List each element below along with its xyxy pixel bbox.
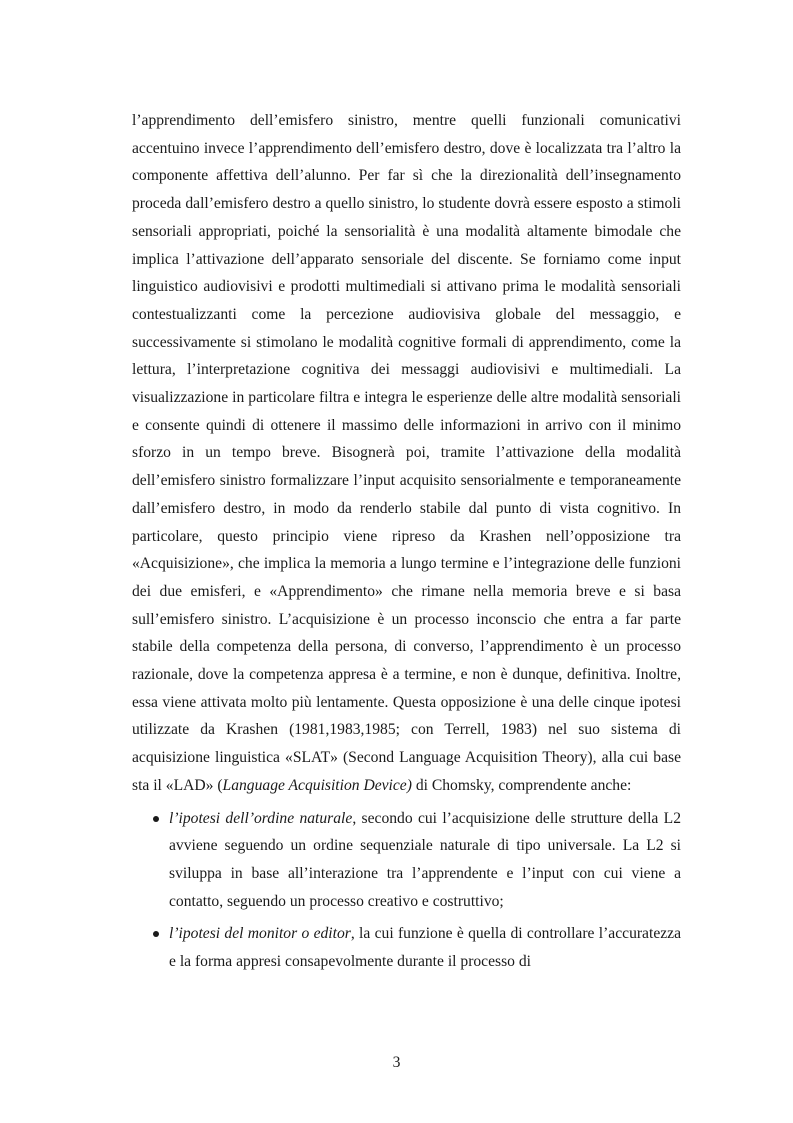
list-item-body: , secondo cui l’acquisizione delle strutture della L2 avviene seguendo un ordine sequenziale naturale di tipo universale. La L2 si sviluppa in base all’interazione tra l’apprendente e l’input con cui viene a contatto, seguendo un processo creativo e costruttivo; (169, 809, 681, 910)
list-item-term: l’ipotesi del monitor o editor (169, 925, 351, 943)
list-item-text (169, 920, 681, 975)
paragraph-italic-term: Language Acquisition Device) (222, 776, 412, 794)
list-item (132, 805, 681, 916)
bullet-icon (153, 816, 159, 822)
list-item-body: , la cui funzione è quella di controllare l’accuratezza e la forma appresi consapevolmente durante il processo di (169, 925, 681, 971)
main-paragraph (132, 107, 681, 800)
list-item-text (169, 805, 681, 916)
paragraph-text-end: di Chomsky, comprendente anche: (411, 776, 632, 794)
bullet-icon (153, 931, 159, 937)
list-item-term: l’ipotesi dell’ordine naturale (169, 809, 353, 827)
body-text (132, 107, 681, 976)
page-number: 3 (392, 1054, 401, 1071)
hypotheses-list (132, 805, 681, 976)
list-item (132, 920, 681, 975)
paragraph-text: l’apprendimento dell’emisfero sinistro, mentre quelli funzionali comunicativi accentuino invece l’apprendimento dell’emisfero destro, dove è localizzata tra l’altro la componente affettiva dell’alunno. Per far sì che la direzionalità dell’insegnamento proceda dall’emisfero destro a quello sinistro, lo studente dovrà essere esposto a stimoli sensoriali appropriati, poiché la sensorialità è una modalità altamente bimodale che implica l’attivazione dell’apparato sensoriale del discente. Se forniamo come input linguistico audiovisivi e prodotti multimediali si attivano prima le modalità sensoriali contestualizzanti come la percezione audiovisiva globale del messaggio, e successivamente si stimolano le modalità cognitive formali di apprendimento, come la lettura, l’interpretazione cognitiva dei messaggi audiovisivi e multimediali. La visualizzazione in particolare filtra e integra le esperienze delle altre modalità sensoriali e consente quindi di ottenere il massimo delle informazioni in arrivo con il minimo sforzo in un tempo breve. Bisognerà poi, tramite l’attivazione della modalità dell’emisfero sinistro formalizzare l’input acquisito sensorialmente e temporaneamente dall’emisfero destro, in modo da renderlo stabile dal punto di vista cognitivo. In particolare, questo principio viene ripreso da Krashen nell’opposizione tra «Acquisizione», che implica la memoria a lungo termine e l’integrazione delle funzioni dei due emisferi, e «Apprendimento» che rimane nella memoria breve e si basa sull’emisfero sinistro. L’acquisizione è un processo inconscio che entra a far parte stabile della competenza della persona, di converso, l’apprendimento è un processo razionale, dove la competenza appresa è a termine, e non è dunque, definitiva. Inoltre, essa viene attivata molto più lentamente. Questa opposizione è una delle cinque ipotesi utilizzate da Krashen (1981,1983,1985; con Terrell, 1983) nel suo sistema di acquisizione linguistica «SLAT» (Second Language Acquisition Theory), alla cui base sta il «LAD» ( (132, 112, 681, 794)
